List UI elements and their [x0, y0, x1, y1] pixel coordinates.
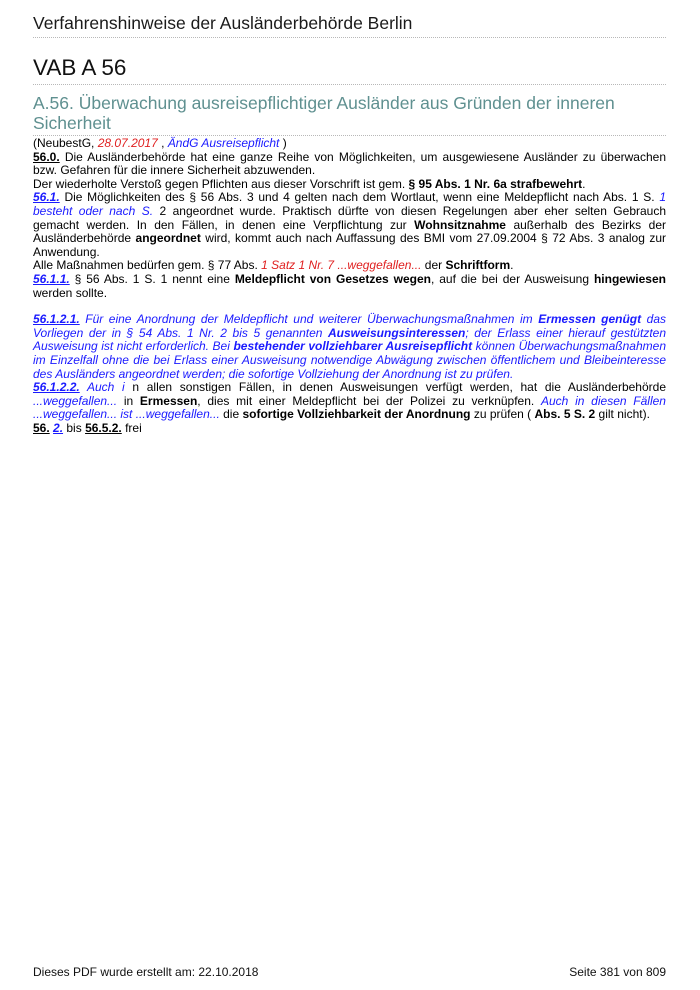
source-date: 28.07.2017: [97, 136, 158, 150]
amended-text: Auch in diesen Fällen ...weggefallen... ist ...weggefallen...: [33, 393, 666, 422]
emphasis: bestehender vollziehbarer Ausreisepflicht: [233, 339, 473, 354]
paragraph-number-link[interactable]: 56.1.2.2.: [33, 380, 80, 395]
paragraph-text: können Überwachungsmaßnahmen im Einzelfall ohne die bei Erlass einer Ausweisung notwendige Abwägung zwischen öffentlichem und Bleibeinteresse des Ausländers angeordnet werden; die sofortige Vollziehung der Anordnung ist zu prüfen.: [33, 339, 666, 381]
paragraph-number-link[interactable]: 56.1.2.1.: [33, 312, 80, 327]
source-close: ): [279, 136, 287, 150]
paragraph-text: die: [219, 407, 243, 422]
paragraph-text: Der wiederholte Verstoß gegen Pflichten aus dieser Vorschrift ist gem.: [33, 176, 409, 191]
paragraph-56-1-line2: [33, 259, 666, 273]
amended-text: ...weggefallen...: [33, 393, 118, 408]
paragraph-56-1-2-1: [33, 313, 666, 381]
amended-text: Auch i: [79, 380, 125, 395]
paragraph-text: werden sollte.: [33, 285, 108, 300]
paragraph-text: .: [582, 176, 586, 191]
paragraph-text: § 56 Abs. 1 S. 1 nennt eine: [69, 271, 235, 286]
paragraph-text: , auf die bei der Ausweisung: [430, 271, 594, 286]
paragraph-number: 56.5.2.: [85, 420, 122, 435]
paragraph-text: gilt nicht).: [595, 407, 650, 422]
paragraph-text: der: [421, 258, 446, 273]
header-divider: [33, 37, 666, 38]
source-law: (NeubestG,: [33, 136, 95, 150]
paragraph-text: zu prüfen (: [470, 407, 535, 422]
paragraph-number-link[interactable]: 56.1.: [33, 190, 60, 205]
paragraph-text: Für eine Anordnung der Meldepflicht und weiterer Überwachungsmaßnahmen im: [79, 312, 539, 327]
paragraph-text: wird, kommt auch nach Auffassung des BMI vom 27.09.2004 § 72 Abs. 3 analog zur Anwendung.: [33, 231, 666, 259]
paragraph-text: Die Ausländerbehörde hat eine ganze Reihe von Möglichkeiten, um ausgewiesene Ausländer zu überwachen bzw. Gefahren für die innere Sicherheit abzuwenden.: [33, 149, 666, 178]
emphasis: hingewiesen: [593, 271, 666, 286]
source-note: [33, 137, 666, 151]
paragraph-number-link[interactable]: 56.1.1.: [33, 271, 70, 286]
footer-created-date: Dieses PDF wurde erstellt am: 22.10.2018: [33, 965, 259, 979]
paragraph-56-2: [33, 422, 666, 436]
emphasis: Schriftform: [445, 258, 511, 273]
source-change-link[interactable]: ÄndG Ausreisepflicht: [167, 136, 280, 150]
amended-text: 1 besteht oder nach S.: [33, 190, 666, 218]
paragraph-text: ; der Erlass einer hierauf gestützten Ausweisung ist nicht erforderlich. Bei: [33, 325, 667, 354]
paragraph-text: n allen sonstigen Fällen, in denen Ausweisungen verfügt werden, hat die Ausländerbehörde: [124, 380, 666, 395]
paragraph-number: 56.0.: [33, 149, 60, 164]
removed-text: 1 Satz 1 Nr. 7 ...weggefallen...: [261, 258, 422, 273]
section-title: A.56. Überwachung ausreisepflichtiger Ausländer aus Gründen der inneren Sicherheit: [33, 93, 615, 133]
paragraph-text: frei: [121, 420, 142, 435]
paragraph-56-0: [33, 151, 666, 178]
paragraph-number: 56.: [33, 420, 50, 435]
page-title: VAB A 56: [33, 55, 127, 80]
document-header-title: Verfahrenshinweise der Ausländerbehörde Berlin: [33, 13, 413, 33]
paragraph-56-1-2-2: [33, 381, 666, 422]
paragraph-56-0-line2: [33, 178, 666, 192]
emphasis: Ermessen genügt: [538, 312, 642, 327]
emphasis: § 95 Abs. 1 Nr. 6a strafbewehrt: [408, 176, 583, 191]
paragraph-text: außerhalb des Bezirks der Ausländerbehörde: [33, 217, 666, 246]
emphasis: Abs. 5 S. 2: [534, 407, 596, 422]
paragraph-56-1: [33, 191, 666, 259]
emphasis: angeordnet: [135, 231, 201, 246]
title-divider: [33, 84, 666, 85]
paragraph-56-1-1: [33, 273, 666, 300]
paragraph-text: bis: [63, 420, 86, 435]
paragraph-text: , dies mit einer Meldepflicht bei der Polizei zu verknüpfen.: [197, 393, 541, 408]
emphasis: Meldepflicht von Gesetzes wegen: [234, 271, 431, 286]
emphasis: sofortige Vollziehbarkeit der Anordnung: [242, 407, 471, 422]
emphasis: Ausweisungsinteressen: [328, 325, 466, 340]
paragraph-text: das Vorliegen der in § 54 Abs. 1 Nr. 2 bis 5 genannten: [33, 312, 666, 340]
paragraph-number-link[interactable]: 2.: [53, 420, 64, 435]
footer-page-number: Seite 381 von 809: [569, 965, 666, 979]
paragraph-text: Die Möglichkeiten des § 56 Abs. 3 und 4 gelten nach dem Wortlaut, wenn eine Meldepflicht nach Abs. 1 S.: [59, 190, 660, 205]
paragraph-text: in: [117, 393, 140, 408]
source-separator: ,: [157, 136, 168, 150]
paragraph-text: .: [510, 258, 514, 273]
emphasis: Ermessen: [139, 393, 198, 408]
paragraph-text: 2 angeordnet wurde. Praktisch dürfte von diesen Regelungen aber eher selten Gebrauch gemacht werden. In den Fällen, in denen eine Verpflichtung zur: [33, 203, 667, 232]
document-body: [33, 137, 666, 435]
paragraph-text: Alle Maßnahmen bedürfen gem. § 77 Abs.: [33, 258, 262, 273]
emphasis: Wohnsitznahme: [414, 217, 506, 232]
